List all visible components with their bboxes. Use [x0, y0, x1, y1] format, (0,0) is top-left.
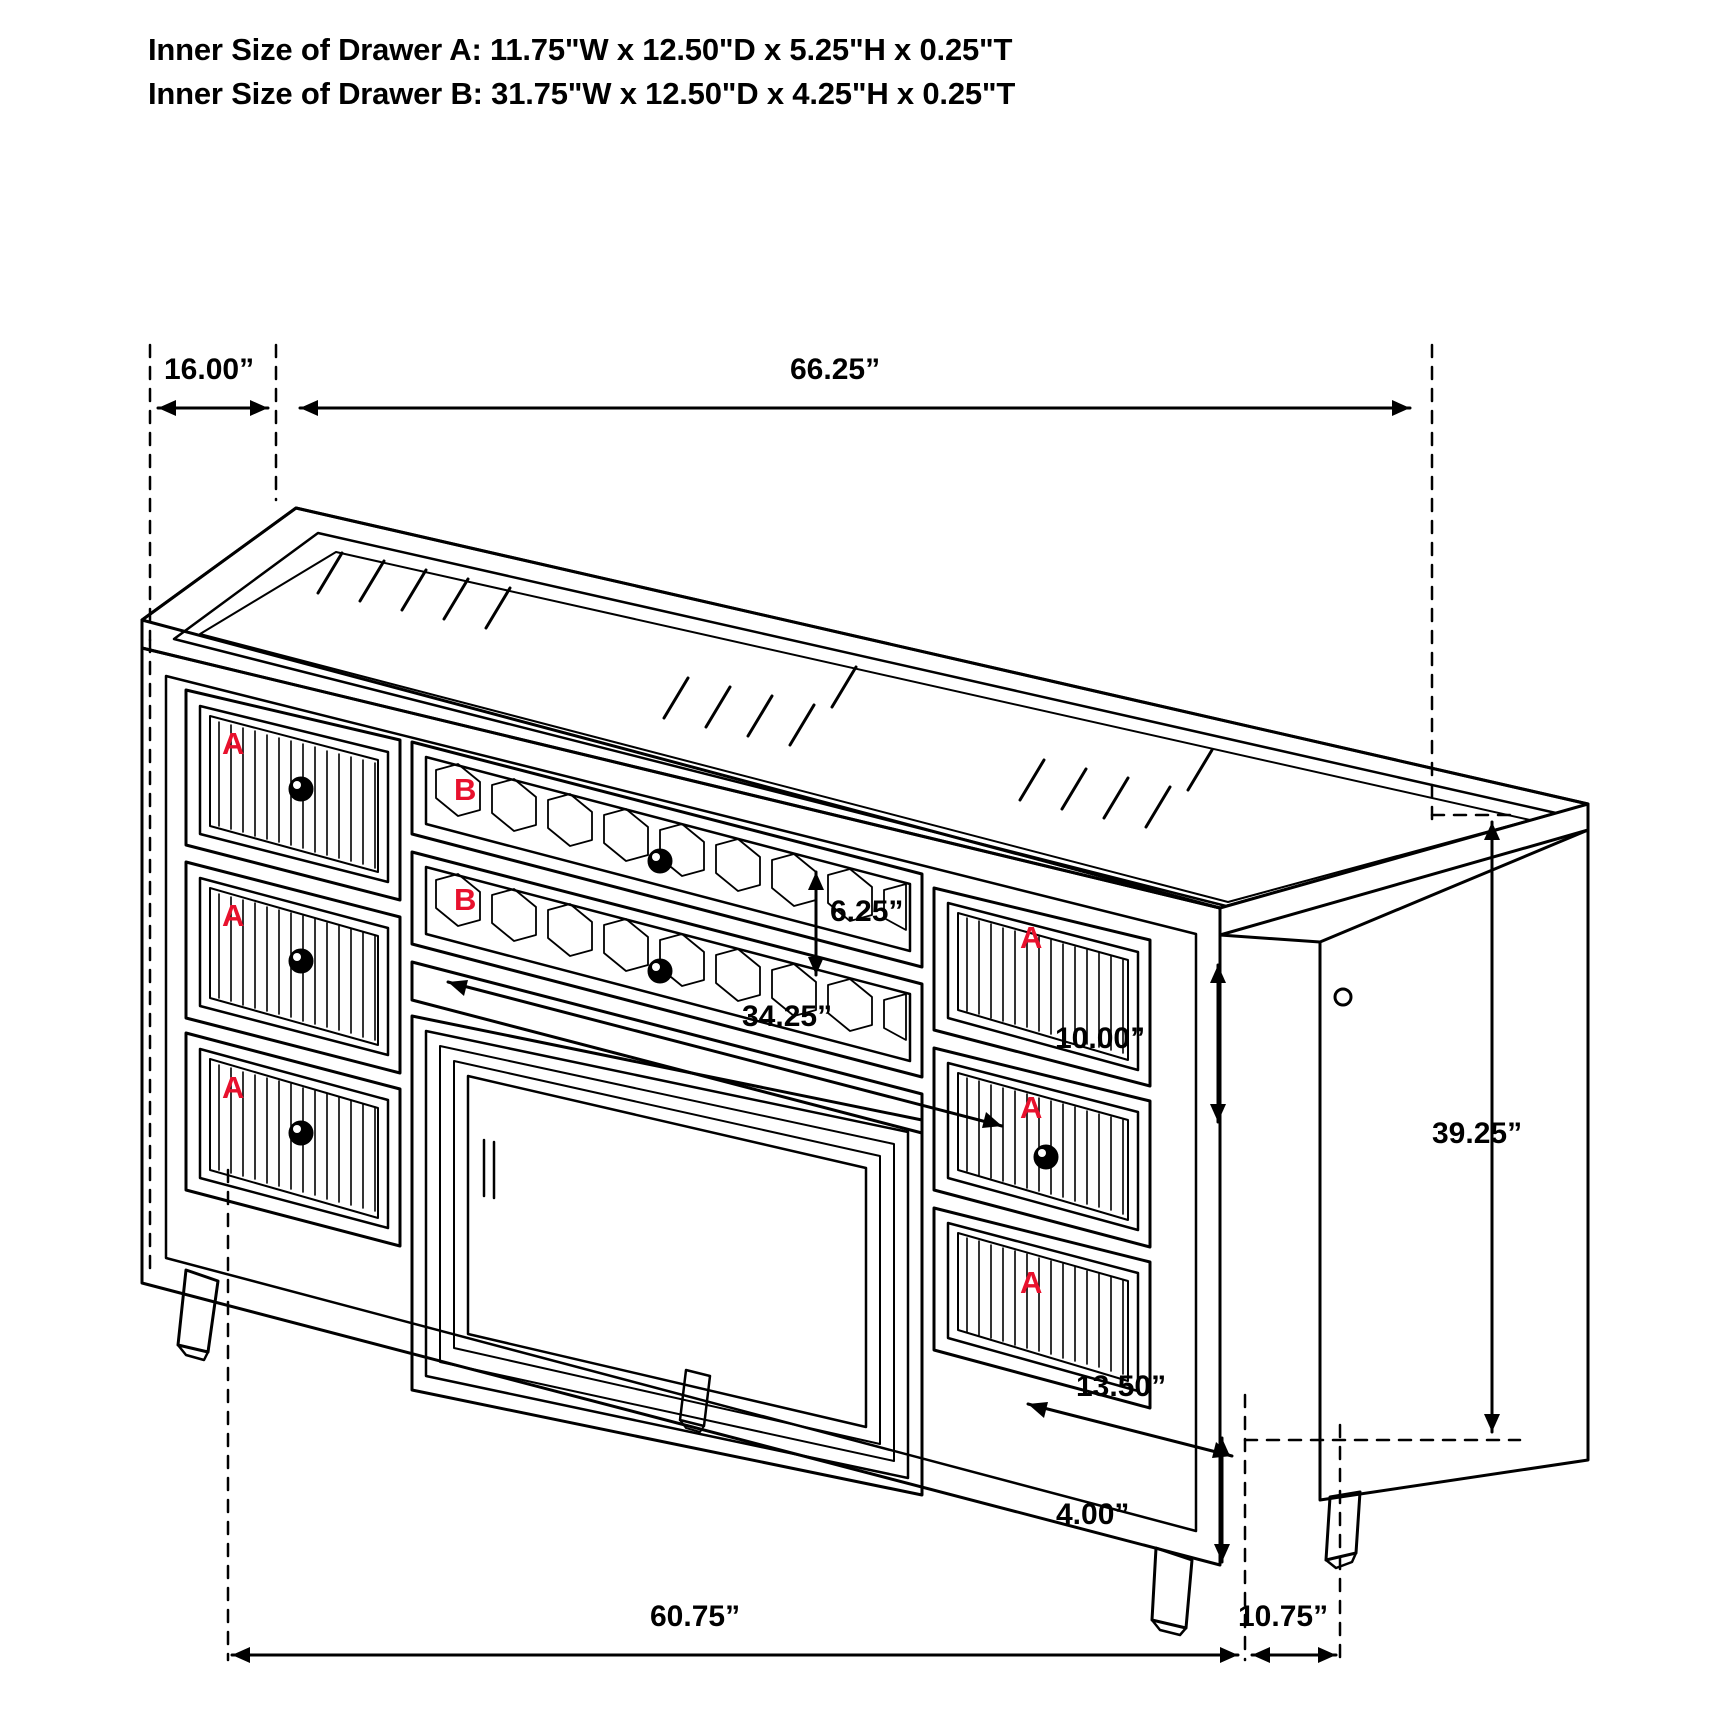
right-drawers	[934, 888, 1150, 1408]
dim-label-width-top: 66.25”	[790, 353, 881, 386]
dim-width-top	[300, 400, 1410, 416]
callout-6-25	[808, 872, 824, 975]
dim-label-total-height: 39.25”	[1432, 1117, 1523, 1150]
callout-13-50	[1028, 1402, 1232, 1458]
dim-label-drawer-b-height: 6.25”	[830, 895, 904, 928]
inner-size-drawer-b: Inner Size of Drawer B: 31.75"W x 12.50"D x 4.25"H x 0.25"T	[148, 76, 1016, 112]
drawer-knob	[290, 1122, 312, 1144]
dim-front-width	[232, 1647, 1238, 1663]
center-drawers	[412, 742, 922, 1495]
dim-label-drawer-b-width: 34.25”	[742, 1000, 833, 1033]
drawer-knob	[1035, 1146, 1057, 1168]
dim-label-depth-top: 16.00”	[164, 353, 255, 386]
inner-size-drawer-a: Inner Size of Drawer A: 11.75"W x 12.50"D x 5.25"H x 0.25"T	[148, 32, 1013, 67]
glass-streak	[484, 1140, 494, 1198]
drawer-knob	[649, 960, 671, 982]
callout-10-00	[1210, 965, 1226, 1122]
dim-depth-top	[158, 400, 268, 416]
drawer-tag-a-right-1: A	[1020, 920, 1043, 955]
drawer-tag-b-center-1: B	[454, 772, 477, 807]
drawer-tag-b-center-2: B	[454, 882, 477, 917]
dim-label-side-offset: 10.75”	[1238, 1600, 1329, 1633]
drawer-tag-a-right-2: A	[1020, 1090, 1043, 1125]
dim-side-offset	[1252, 1647, 1336, 1663]
dim-label-front-width: 60.75”	[650, 1600, 741, 1633]
drawer-tag-a-left-2: A	[222, 898, 245, 933]
dim-label-right-drawer-height: 10.00”	[1055, 1022, 1146, 1055]
drawer-knob	[290, 778, 312, 800]
drawer-tag-a-left-1: A	[222, 726, 245, 761]
dim-label-bottom-drawer-width: 13.50”	[1076, 1370, 1167, 1403]
drawer-tag-a-left-3: A	[222, 1070, 245, 1105]
drawer-knob	[290, 950, 312, 972]
dim-label-leg-height: 4.00”	[1056, 1498, 1130, 1531]
drawer-knob	[649, 850, 671, 872]
drawer-tag-a-right-3: A	[1020, 1265, 1043, 1300]
left-drawers	[186, 690, 400, 1246]
